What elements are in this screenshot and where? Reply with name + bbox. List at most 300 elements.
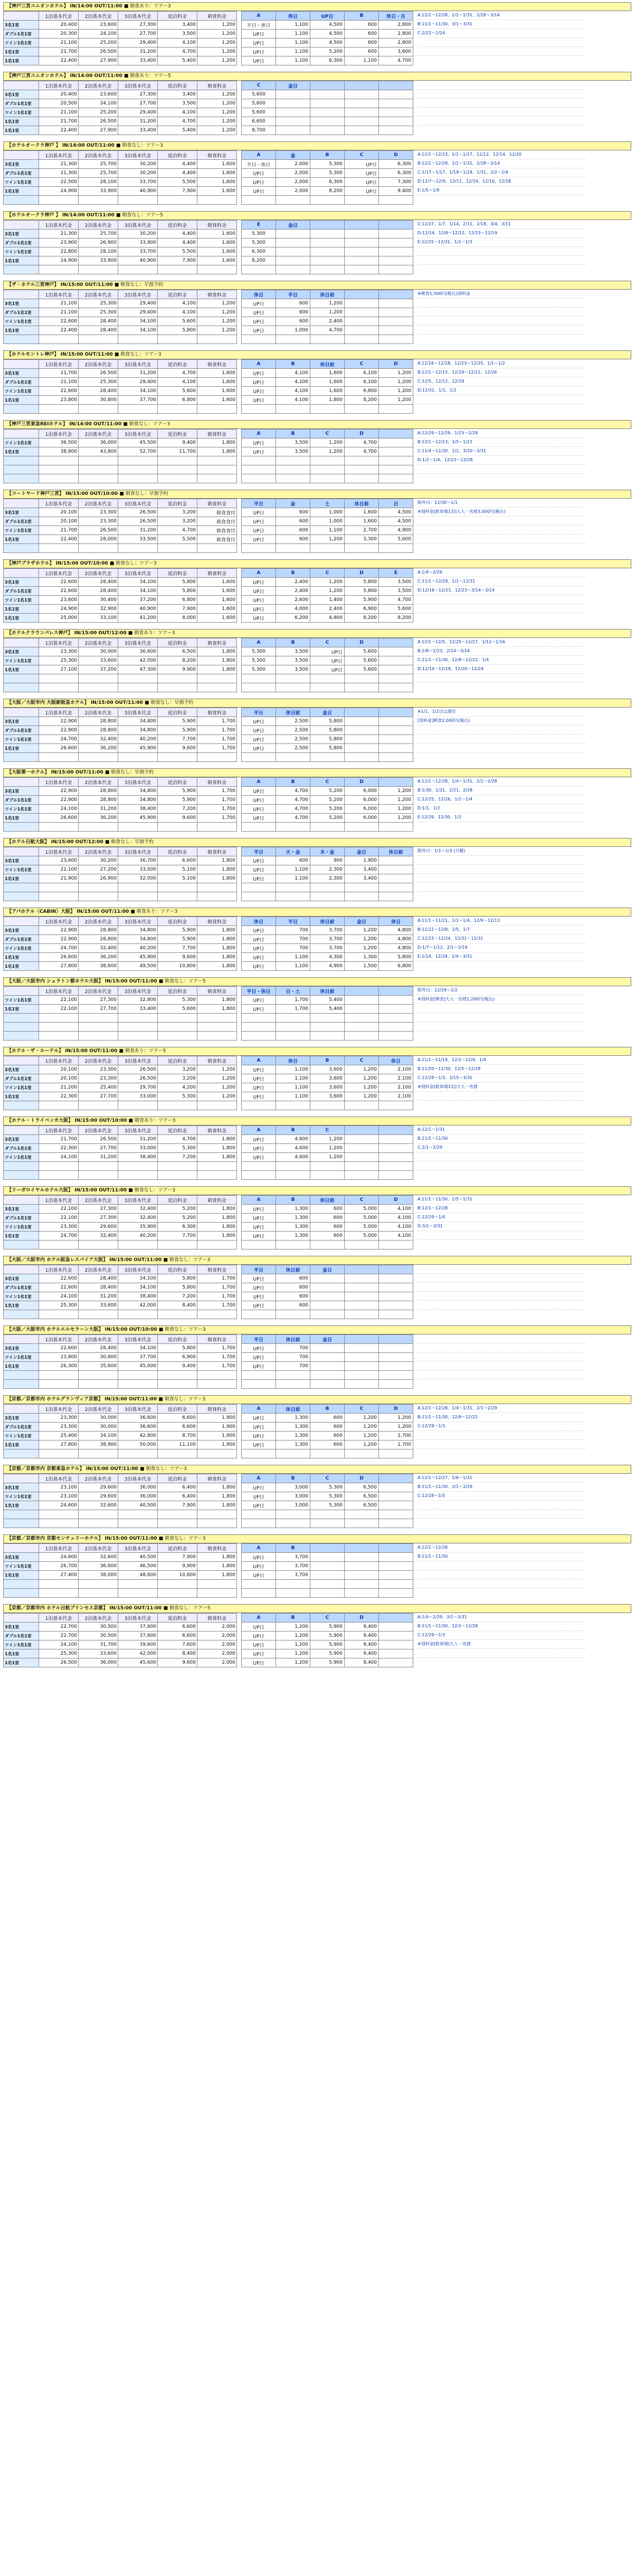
room-type-label: 1名1室	[4, 1440, 39, 1449]
season-rate-cell: 600	[276, 1274, 310, 1283]
room-type-label	[4, 1519, 39, 1528]
season-notes	[417, 429, 586, 474]
price-cell: 1,600	[197, 238, 237, 247]
season-header: 休日・月	[379, 12, 413, 21]
price-column-header: 延泊料金	[158, 847, 197, 856]
season-rate-cell: 1,000	[310, 508, 345, 517]
price-cell: 21,700	[39, 117, 79, 126]
season-rate-cell: 4,700	[310, 326, 345, 335]
table-row	[4, 196, 237, 205]
table-row	[242, 396, 413, 405]
price-cell: 23,800	[39, 396, 79, 405]
price-cell: 6,600	[158, 1423, 197, 1432]
season-header: A	[242, 778, 276, 787]
room-type-label: 3名1室	[4, 1065, 39, 1074]
price-cell: 7,900	[158, 605, 197, 614]
season-rate-cell: 2,400	[310, 317, 345, 326]
hotel-title: 【コートヤード神戸三宮】 IN/15:00 OUT/10:00	[7, 491, 118, 497]
season-rate-cell: UP日	[242, 1483, 276, 1492]
room-type-label: ツイン1名1室	[4, 805, 39, 814]
table-row	[242, 317, 413, 326]
season-rate-cell: 600	[310, 1232, 345, 1241]
season-header	[345, 290, 379, 299]
price-cell	[118, 456, 158, 465]
table-row	[4, 308, 237, 317]
price-cell: 21,200	[39, 1083, 79, 1092]
season-rate-cell: 8,200	[242, 256, 276, 265]
table-row	[242, 926, 413, 935]
price-cell: 1,600	[197, 578, 237, 587]
price-column-header: 2泊基本代金	[79, 569, 118, 578]
season-note: A:11/1〜11/19、12/1〜12/4、1/4	[417, 1056, 586, 1065]
price-cell: 34,100	[118, 578, 158, 587]
price-cell: 34,800	[118, 926, 158, 935]
table-row	[4, 230, 237, 238]
room-type-label: ツイン1名1室	[4, 596, 39, 605]
season-rate-cell: UP日	[242, 387, 276, 396]
season-rate-cell	[379, 1241, 413, 1249]
season-rate-cell	[276, 1032, 310, 1041]
season-rate-cell	[310, 1571, 345, 1580]
price-cell	[158, 883, 197, 892]
season-rate-cell: 4,700	[276, 814, 310, 823]
price-cell: 27,700	[118, 30, 158, 39]
price-cell: 5,900	[158, 935, 197, 944]
price-cell: 1,800	[197, 856, 237, 865]
hotel-plan: ■ 朝食なし：ツアー3	[158, 1397, 206, 1402]
season-rate-cell	[276, 108, 310, 117]
price-cell	[158, 1589, 197, 1598]
price-cell: 11,100	[158, 1440, 197, 1449]
price-cell: 45,500	[118, 438, 158, 447]
hotel-title-bar	[3, 1186, 631, 1195]
price-cell	[39, 823, 79, 832]
season-rate-cell: UP日	[242, 1083, 276, 1092]
season-notes	[417, 708, 586, 752]
price-cell: 23,600	[39, 856, 79, 865]
season-rate-cell: 2,100	[379, 1092, 413, 1101]
price-cell	[158, 1032, 197, 1041]
room-type-label: ツイン1名1室	[4, 656, 39, 665]
price-cell: 25,200	[79, 39, 118, 47]
season-rate-cell: 1,100	[276, 21, 310, 30]
season-note: C:12/5、12/12、12/19	[417, 377, 586, 386]
season-rate-cell: 2,000	[276, 169, 310, 178]
season-rate-cell	[310, 823, 345, 832]
season-rate-cell	[310, 230, 345, 238]
season-rate-cell: 2,500	[276, 744, 310, 753]
price-cell: 20,100	[39, 508, 79, 517]
price-column-header: 延泊料金	[158, 1614, 197, 1623]
price-cell: 4,100	[158, 108, 197, 117]
price-cell: 45,900	[118, 814, 158, 823]
season-rate-cell	[310, 1510, 345, 1519]
room-type-label	[4, 1310, 39, 1319]
room-type-label: ツイン1名1室	[4, 996, 39, 1005]
season-rate-cell	[242, 405, 276, 414]
price-cell: 22,700	[39, 1632, 79, 1640]
season-rate-cell	[310, 99, 345, 108]
hotel-section	[3, 420, 631, 483]
price-column-header: 2泊基本代金	[79, 1265, 118, 1274]
room-type-label	[4, 1380, 39, 1389]
season-header: B	[276, 430, 310, 438]
price-cell: 1,800	[197, 1492, 237, 1501]
season-rate-cell	[379, 1640, 413, 1649]
season-note	[417, 256, 586, 265]
room-type-label	[4, 1449, 39, 1458]
hotel-title-bar	[3, 1325, 631, 1334]
season-rate-cell: 3,600	[310, 1092, 345, 1101]
season-header: 休日前	[310, 290, 345, 299]
table-row	[242, 1580, 413, 1589]
price-column-header: 3泊基本代金	[118, 1474, 158, 1483]
season-header: B	[310, 1056, 345, 1065]
table-row	[242, 1423, 413, 1432]
season-rate-cell	[276, 90, 310, 99]
season-note	[417, 465, 586, 474]
room-type-label: ツイン1名1室	[4, 735, 39, 744]
room-type-label: ツイン1名1室	[4, 865, 39, 874]
price-cell: 26,600	[39, 744, 79, 753]
table-row	[242, 230, 413, 238]
table-row	[242, 456, 413, 465]
season-rate-cell	[379, 683, 413, 692]
price-cell: 22,300	[39, 1092, 79, 1101]
hotel-title-bar	[3, 1256, 631, 1265]
season-rate-cell	[379, 865, 413, 874]
season-rate-cell: 600	[276, 508, 310, 517]
season-note	[417, 1361, 586, 1370]
room-type-label: 3名1室	[4, 717, 39, 726]
price-cell: 1,800	[197, 1483, 237, 1492]
table-row	[4, 1649, 237, 1658]
price-cell: 33,900	[79, 187, 118, 196]
season-rate-cell: 1,300	[276, 1423, 310, 1432]
price-column-header: 3泊基本代金	[118, 151, 158, 160]
season-notes	[417, 1195, 586, 1240]
season-header: 休日前	[310, 917, 345, 926]
season-note	[417, 743, 586, 752]
season-note	[417, 1370, 586, 1379]
season-rate-cell: 4,800	[310, 614, 345, 623]
price-column-header: 3泊基本代金	[118, 290, 158, 299]
price-cell: 1,900	[197, 1432, 237, 1440]
season-rate-cell: 1,000	[276, 326, 310, 335]
price-cell: 5,600	[158, 1005, 197, 1014]
season-rate-cell	[242, 456, 276, 465]
price-cell	[158, 1380, 197, 1389]
season-rate-cell: 5,800	[310, 726, 345, 735]
price-cell	[118, 1580, 158, 1589]
season-rate-cell: 5,300	[242, 665, 276, 674]
season-rate-cell: 1,200	[310, 308, 345, 317]
season-rate-cell: 6,800	[379, 962, 413, 971]
price-cell	[79, 1510, 118, 1519]
season-rate-table	[241, 1195, 413, 1249]
price-cell: 32,800	[118, 996, 158, 1005]
price-cell: 38,000	[79, 1571, 118, 1580]
season-header: A	[242, 1405, 276, 1414]
price-cell: 1,800	[197, 1501, 237, 1510]
season-rate-cell: 3,500	[276, 665, 310, 674]
table-row	[242, 587, 413, 596]
season-header: 休日	[242, 917, 276, 926]
season-rate-cell	[345, 1562, 379, 1571]
price-table	[3, 1125, 237, 1180]
price-cell	[197, 1023, 237, 1032]
season-note	[417, 595, 586, 604]
price-cell: 33,700	[118, 247, 158, 256]
season-rate-cell: 600	[276, 1301, 310, 1310]
table-row	[4, 317, 237, 326]
price-cell: 1,800	[197, 1144, 237, 1153]
season-rate-cell: 2,100	[379, 1083, 413, 1092]
season-header: C	[345, 151, 379, 160]
table-row	[242, 1214, 413, 1223]
price-cell: 23,300	[39, 647, 79, 656]
price-cell: 24,100	[39, 1640, 79, 1649]
price-cell: 23,300	[79, 1074, 118, 1083]
table-row	[4, 935, 237, 944]
price-cell: 31,200	[79, 1153, 118, 1162]
price-column-header: 1泊基本代金	[39, 1126, 79, 1135]
season-rate-cell	[345, 1144, 379, 1153]
season-notes	[417, 1543, 586, 1588]
season-rate-cell: 1,200	[276, 1640, 310, 1649]
season-header: A	[242, 638, 276, 647]
price-cell: 20,100	[39, 517, 79, 526]
price-cell: 21,700	[39, 526, 79, 535]
season-note: E:12/29、12/30、1/3	[417, 813, 586, 822]
season-rate-cell	[242, 1519, 276, 1528]
price-cell: 25,300	[39, 1301, 79, 1310]
price-cell: 28,400	[79, 387, 118, 396]
table-row	[4, 1371, 237, 1380]
price-cell: 1,800	[197, 962, 237, 971]
season-rate-cell	[310, 1353, 345, 1362]
price-cell: 36,600	[118, 647, 158, 656]
season-rate-cell: 3,600	[379, 47, 413, 56]
price-column-header: 2泊基本代金	[79, 499, 118, 508]
price-cell: 30,000	[79, 1414, 118, 1423]
price-cell: 21,700	[39, 47, 79, 56]
price-cell: 24,700	[39, 1232, 79, 1241]
season-rate-cell	[379, 326, 413, 335]
price-cell	[197, 1014, 237, 1023]
price-cell: 10,800	[158, 962, 197, 971]
season-rate-cell: UP日	[242, 308, 276, 317]
season-rate-cell	[345, 335, 379, 344]
price-cell: 28,800	[79, 787, 118, 796]
season-header: 平日	[276, 917, 310, 926]
hotel-plan: ■ 朝食なし：ツアー3	[163, 1257, 211, 1263]
price-cell: 40,900	[118, 187, 158, 196]
season-rate-cell: UP日	[242, 517, 276, 526]
price-table	[3, 1265, 237, 1319]
season-note: B:1/30、1/31、2/21、2/28	[417, 786, 586, 795]
room-type-header	[4, 1196, 39, 1205]
room-type-label: 3名1室	[4, 1623, 39, 1632]
room-type-label: ダブル1名1室	[4, 1214, 39, 1223]
room-type-label: 1名1室	[4, 814, 39, 823]
season-rate-cell: UP日	[310, 665, 345, 674]
season-note	[417, 1274, 586, 1283]
season-rate-cell: 600	[345, 30, 379, 39]
price-column-header: 2泊基本代金	[79, 638, 118, 647]
season-header: 平日	[242, 847, 276, 856]
table-row	[242, 405, 413, 414]
price-cell: 24,900	[39, 605, 79, 614]
table-row	[4, 587, 237, 596]
price-cell	[118, 1014, 158, 1023]
season-rate-cell	[242, 474, 276, 483]
season-rate-cell: 1,200	[379, 796, 413, 805]
table-row	[4, 1083, 237, 1092]
table-row	[242, 944, 413, 953]
price-cell: 25,700	[79, 169, 118, 178]
season-rate-cell: 2,100	[379, 1065, 413, 1074]
price-cell	[79, 1519, 118, 1528]
season-header	[379, 81, 413, 90]
room-type-label: ツイン1名1室	[4, 178, 39, 187]
hotel-plan: ■ 朝食なし：ツアー5	[163, 1606, 211, 1611]
season-rate-cell: 600	[276, 535, 310, 544]
price-column-header: 3泊基本代金	[118, 221, 158, 230]
price-cell	[158, 265, 197, 274]
season-rate-cell	[276, 335, 310, 344]
price-cell: 5,200	[158, 1214, 197, 1223]
price-cell: 22,100	[39, 865, 79, 874]
price-cell	[39, 1371, 79, 1380]
price-cell: 4,400	[158, 169, 197, 178]
room-type-label: ダブル1名1室	[4, 935, 39, 944]
season-rate-cell: 1,200	[345, 1074, 379, 1083]
table-row	[4, 726, 237, 735]
price-cell: 24,900	[39, 187, 79, 196]
table-row	[4, 1092, 237, 1101]
room-type-label: ツイン1名1室	[4, 944, 39, 953]
table-row	[4, 447, 237, 456]
season-rate-cell	[310, 90, 345, 99]
price-cell: 30,200	[79, 856, 118, 865]
season-rate-cell: 3,600	[310, 1074, 345, 1083]
season-rate-cell: 1,200	[345, 926, 379, 935]
season-rate-cell	[379, 1483, 413, 1492]
season-rate-cell: 4,100	[276, 396, 310, 405]
season-rate-cell	[379, 447, 413, 456]
season-note	[417, 734, 586, 743]
hotel-section	[3, 768, 631, 832]
price-cell: 9,900	[158, 665, 197, 674]
season-rate-cell	[345, 126, 379, 135]
season-rate-cell	[276, 883, 310, 892]
hotel-title-bar	[3, 977, 631, 986]
season-rate-cell: 600	[345, 47, 379, 56]
table-row	[242, 1083, 413, 1092]
season-rate-cell: 4,500	[379, 517, 413, 526]
table-row	[4, 1423, 237, 1432]
price-column-header: 1泊基本代金	[39, 430, 79, 438]
season-rate-cell	[345, 299, 379, 308]
season-header: D	[379, 360, 413, 369]
season-rate-cell: 700	[276, 944, 310, 953]
season-rate-cell	[276, 1101, 310, 1110]
season-header: A	[242, 1056, 276, 1065]
price-cell: 28,400	[79, 1283, 118, 1292]
price-cell: 32,400	[79, 735, 118, 744]
season-rate-cell	[345, 456, 379, 465]
price-cell: 30,800	[79, 1353, 118, 1362]
price-cell: 1,600	[197, 169, 237, 178]
price-cell: 1,800	[197, 438, 237, 447]
price-table	[3, 1056, 237, 1110]
season-note	[417, 1004, 586, 1013]
season-rate-cell	[379, 1449, 413, 1458]
season-rate-cell: UP日	[242, 1144, 276, 1153]
season-rate-cell: 700	[276, 1344, 310, 1353]
hotel-plan: ■ 朝食なし：ツアー3	[123, 422, 170, 427]
hotel-title-bar	[3, 908, 631, 917]
season-rate-cell	[242, 683, 276, 692]
season-rate-cell: UP日	[242, 1658, 276, 1667]
price-cell	[118, 883, 158, 892]
season-rate-cell	[379, 717, 413, 726]
price-cell: 46,500	[118, 1562, 158, 1571]
room-type-header	[4, 1544, 39, 1553]
price-cell: 34,800	[118, 717, 158, 726]
room-type-label: ダブル1名1室	[4, 1632, 39, 1640]
price-cell: 30,200	[118, 160, 158, 169]
hotel-plan: ■ 朝食なし：早割予約	[105, 770, 154, 775]
season-rate-cell: 5,000	[345, 1232, 379, 1241]
price-cell: 36,500	[39, 438, 79, 447]
room-type-label: ダブル1名1室	[4, 238, 39, 247]
season-rate-cell: UP日	[242, 717, 276, 726]
season-note	[417, 1510, 586, 1519]
season-rate-cell	[310, 474, 345, 483]
season-rate-cell	[379, 1562, 413, 1571]
price-cell: 1,200	[197, 1074, 237, 1083]
price-cell	[197, 265, 237, 274]
price-cell: 7,900	[158, 187, 197, 196]
season-header: D	[345, 778, 379, 787]
season-rate-cell: UP日	[242, 926, 276, 935]
price-table	[3, 1404, 237, 1458]
season-rate-cell	[379, 1171, 413, 1180]
season-note	[417, 604, 586, 613]
season-rate-cell	[310, 265, 345, 274]
price-cell: 24,600	[39, 1553, 79, 1562]
price-column-header: 1泊基本代金	[39, 638, 79, 647]
season-rate-cell: 4,800	[379, 935, 413, 944]
season-rate-cell: 1,600	[310, 387, 345, 396]
season-rate-cell: 600	[345, 21, 379, 30]
table-row	[4, 962, 237, 971]
price-cell: 1,200	[197, 39, 237, 47]
season-note: A:12/1〜12/23、1/1〜1/27、12/12、12/14、12/20	[417, 150, 586, 159]
season-rate-cell	[345, 1135, 379, 1144]
season-header: B	[310, 1405, 345, 1414]
season-rate-cell	[310, 1241, 345, 1249]
price-column-header: 延泊料金	[158, 569, 197, 578]
season-rate-cell	[242, 1101, 276, 1110]
season-header: 平日	[242, 708, 276, 717]
price-cell: 37,200	[118, 596, 158, 605]
season-rate-cell: UP日	[242, 856, 276, 865]
season-rate-cell: 5,900	[345, 596, 379, 605]
season-note: ※1/1、1/2日は満室	[417, 708, 586, 717]
